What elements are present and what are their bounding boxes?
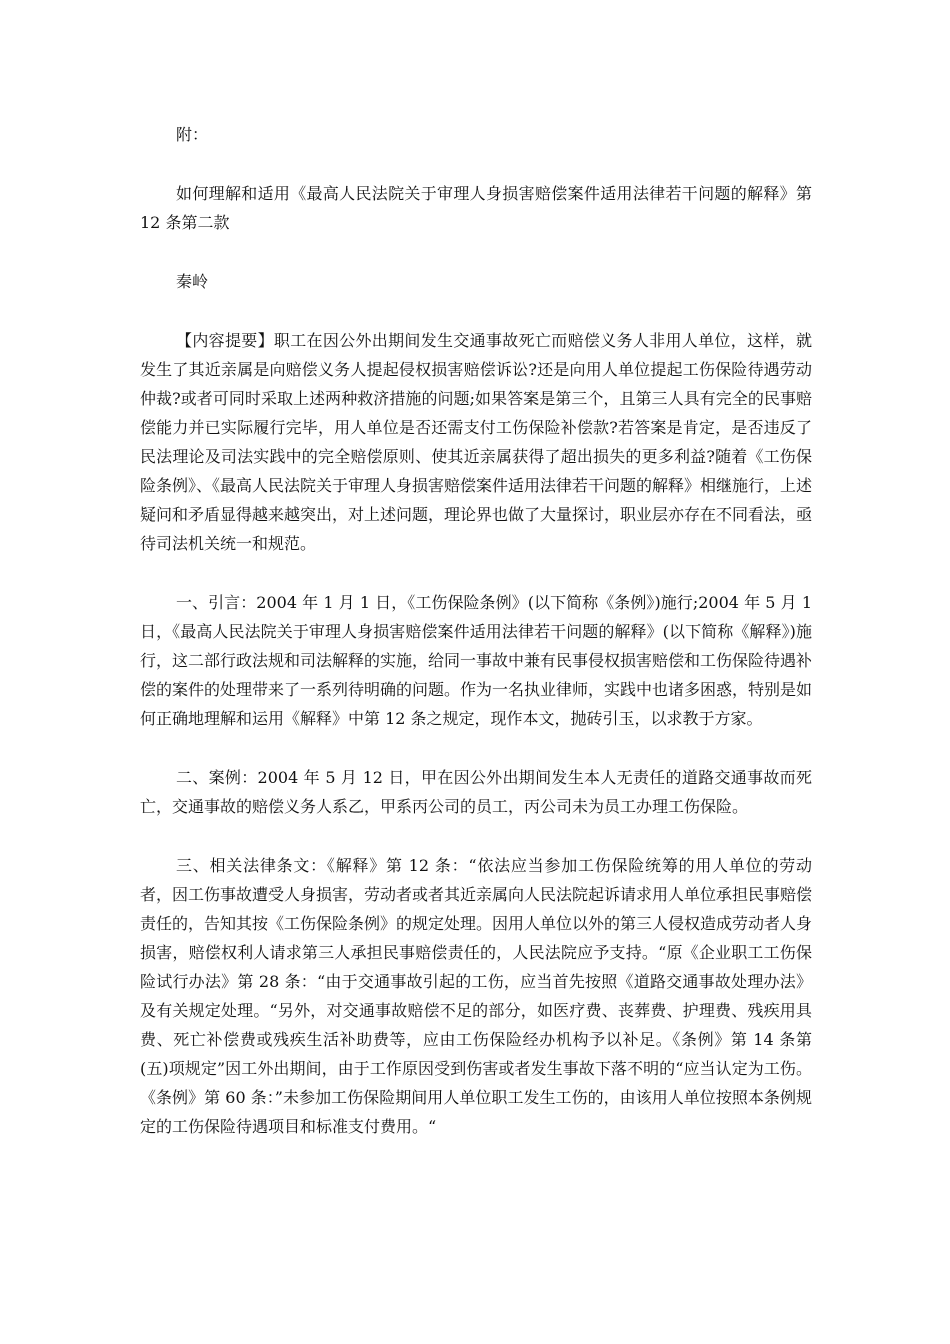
article-title: 如何理解和适用《最高人民法院关于审理人身损害赔偿案件适用法律若干问题的解释》第 12 条第二款 — [140, 184, 812, 232]
abstract-paragraph: 【内容提要】职工在因公外出期间发生交通事故死亡而赔偿义务人非用人单位，这样，就发生了其近亲属是向赔偿义务人提起侵权损害赔偿诉讼?还是向用人单位提起工伤保险待遇劳动仲裁?或者可同时采取上述两种救济措施的问题;如果答案是第三个，且第三人具有完全的民事赔偿能力并已实际履行完毕，用人单位是否还需支付工伤保险补偿款?若答案是肯定，是否违反了民法理论及司法实践中的完全赔偿原则、使其近亲属获得了超出损失的更多利益?随着《工伤保险条例》、《最高人民法院关于审理人身损害赔偿案件适用法律若干问题的解释》相继施行，上述疑问和矛盾显得越来越突出，对上述问题，理论界也做了大量探讨，职业层亦存在不同看法，亟待司法机关统一和规范。 — [140, 331, 813, 553]
appendix-label: 附： — [176, 125, 209, 144]
introduction-paragraph: 一、引言：2004 年 1 月 1 日，《工伤保险条例》(以下简称《条例》)施行;2004 年 5 月 1 日，《最高人民法院关于审理人身损害赔偿案件适用法律若干问题的解释》(以下简称《解释》)施行，这二部行政法规和司法解释的实施，给同一事故中兼有民事侵权损害赔偿和工伤保险待遇补偿的案件的处理带来了一系列待明确的问题。作为一名执业律师，实践中也诸多困惑，特别是如何正确地理解和运用《解释》中第 12 条之规定，现作本文，抛砖引玉，以求教于方家。 — [140, 593, 813, 728]
document-body — [140, 120, 812, 1171]
case-paragraph: 二、案例：2004 年 5 月 12 日，甲在因公外出期间发生本人无责任的道路交通事故而死亡，交通事故的赔偿义务人系乙，甲系丙公司的员工，丙公司未为员工办理工伤保险。 — [140, 768, 812, 816]
legal-provisions-paragraph: 三、相关法律条文：《解释》第 12 条：“依法应当参加工伤保险统筹的用人单位的劳动者，因工伤事故遭受人身损害，劳动者或者其近亲属向人民法院起诉请求用人单位承担民事赔偿责任的，告知其按《工伤保险条例》的规定处理。因用人单位以外的第三人侵权造成劳动者人身损害，赔偿权利人请求第三人承担民事赔偿责任的，人民法院应予支持。“原《企业职工工伤保险试行办法》第 28 条：“由于交通事故引起的工伤，应当首先按照《道路交通事故处理办法》及有关规定处理。“另外，对交通事故赔偿不足的部分，如医疗费、丧葬费、护理费、残疾用具费、死亡补偿费或残疾生活补助费等，应由工伤保险经办机构予以补足。《条例》第 14 条第(五)项规定”因工外出期间，由于工作原因受到伤害或者发生事故下落不明的“应当认定为工伤。《条例》第 60 条：”未参加工伤保险期间用人单位职工发生工伤的，由该用人单位按照本条例规定的工伤保险待遇项目和标准支付费用。“ — [140, 856, 813, 1136]
author-name: 秦岭 — [176, 272, 209, 291]
